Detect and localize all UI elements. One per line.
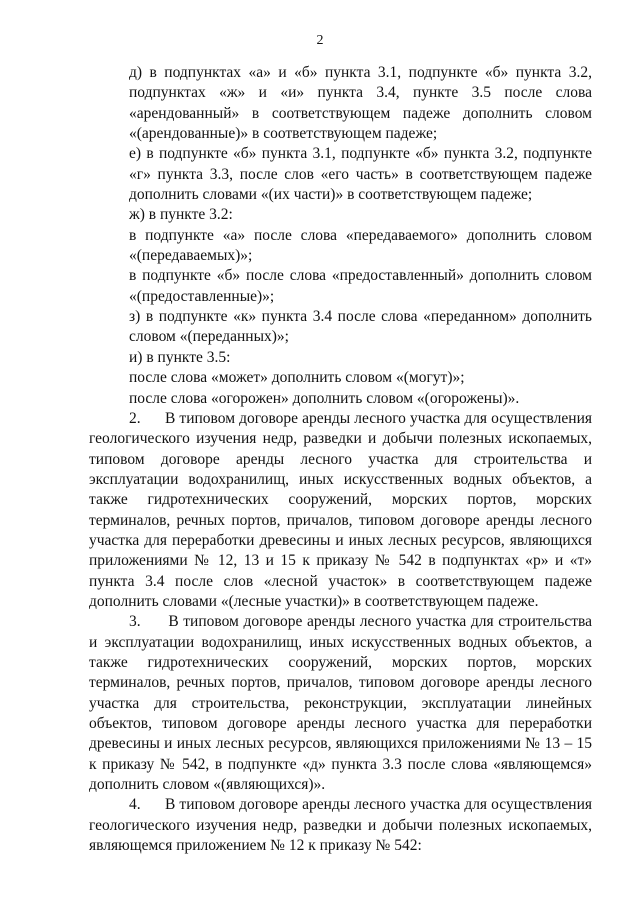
paragraph-item-zh-a: в подпункте «а» после слова «передаваемого» дополнить словом «(передаваемых)»;	[129, 226, 592, 265]
document-body	[89, 63, 592, 856]
paragraph-item-i-1: после слова «может» дополнить словом «(могут)»;	[129, 369, 465, 387]
paragraph-item-zh: ж) в пункте 3.2:	[129, 206, 233, 224]
paragraph-item-i-2: после слова «огорожен» дополнить словом «(огорожены)».	[129, 389, 520, 407]
paragraph-section-2: 2. В типовом договоре аренды лесного участка для осуществления геологического изучения недр, разведки и добычи полезных ископаемых, типовом договоре аренды лесного участка для строительства и эксплуатации водохранилищ, иных искусственных водных объектов, а также гидротехнических сооружений, морских портов, морских терминалов, речных портов, причалов, типовом договоре аренды лесного участка для переработки древесины и иных лесных ресурсов, являющихся приложениями № 12, 13 и 15 к приказу № 542 в подпунктах «р» и «т» пункта 3.4 после слов «лесной участок» в соответствующем падеже дополнить словами «(лесные участки)» в соответствующем падеже.	[89, 409, 592, 610]
paragraph-section-4: 4. В типовом договоре аренды лесного участка для осуществления геологического изучения недр, разведки и добычи полезных ископаемых, являющемся приложением № 12 к приказу № 542:	[89, 796, 592, 855]
paragraph-item-d: д) в подпунктах «а» и «б» пункта 3.1, подпункте «б» пункта 3.2, подпунктах «ж» и «и» пункта 3.4, пункте 3.5 после слова «арендованный» в соответствующем падеже дополнить словом «(арендованные)» в соответствующем падеже;	[129, 64, 592, 143]
paragraph-item-e: е) в подпункте «б» пункта 3.1, подпункте «б» пункта 3.2, подпункте «г» пункта 3.3, после слов «его часть» в соответствующем падеже дополнить словами «(их части)» в соответствующем падеже;	[129, 145, 592, 204]
paragraph-section-3: 3. В типовом договоре аренды лесного участка для строительства и эксплуатации водохранилищ, иных искусственных водных объектов, а также гидротехнических сооружений, морских портов, морских терминалов, речных портов, причалов, типовом договоре аренды лесного участка для строительства, реконструкции, эксплуатации линейных объектов, типовом договоре аренды лесного участка для переработки древесины и иных лесных ресурсов, являющихся приложениями № 13 – 15 к приказу № 542, в подпункте «д» пункта 3.3 после слова «являющемся» дополнить словом «(являющихся)».	[89, 613, 592, 794]
paragraph-item-i: и) в пункте 3.5:	[129, 348, 231, 366]
paragraph-item-z: з) в подпункте «к» пункта 3.4 после слова «переданном» дополнить словом «(переданных)»;	[129, 308, 592, 346]
paragraph-item-zh-b: в подпункте «б» после слова «предоставленный» дополнить словом «(предоставленные)»;	[129, 267, 592, 305]
page-number: 2	[316, 33, 324, 48]
